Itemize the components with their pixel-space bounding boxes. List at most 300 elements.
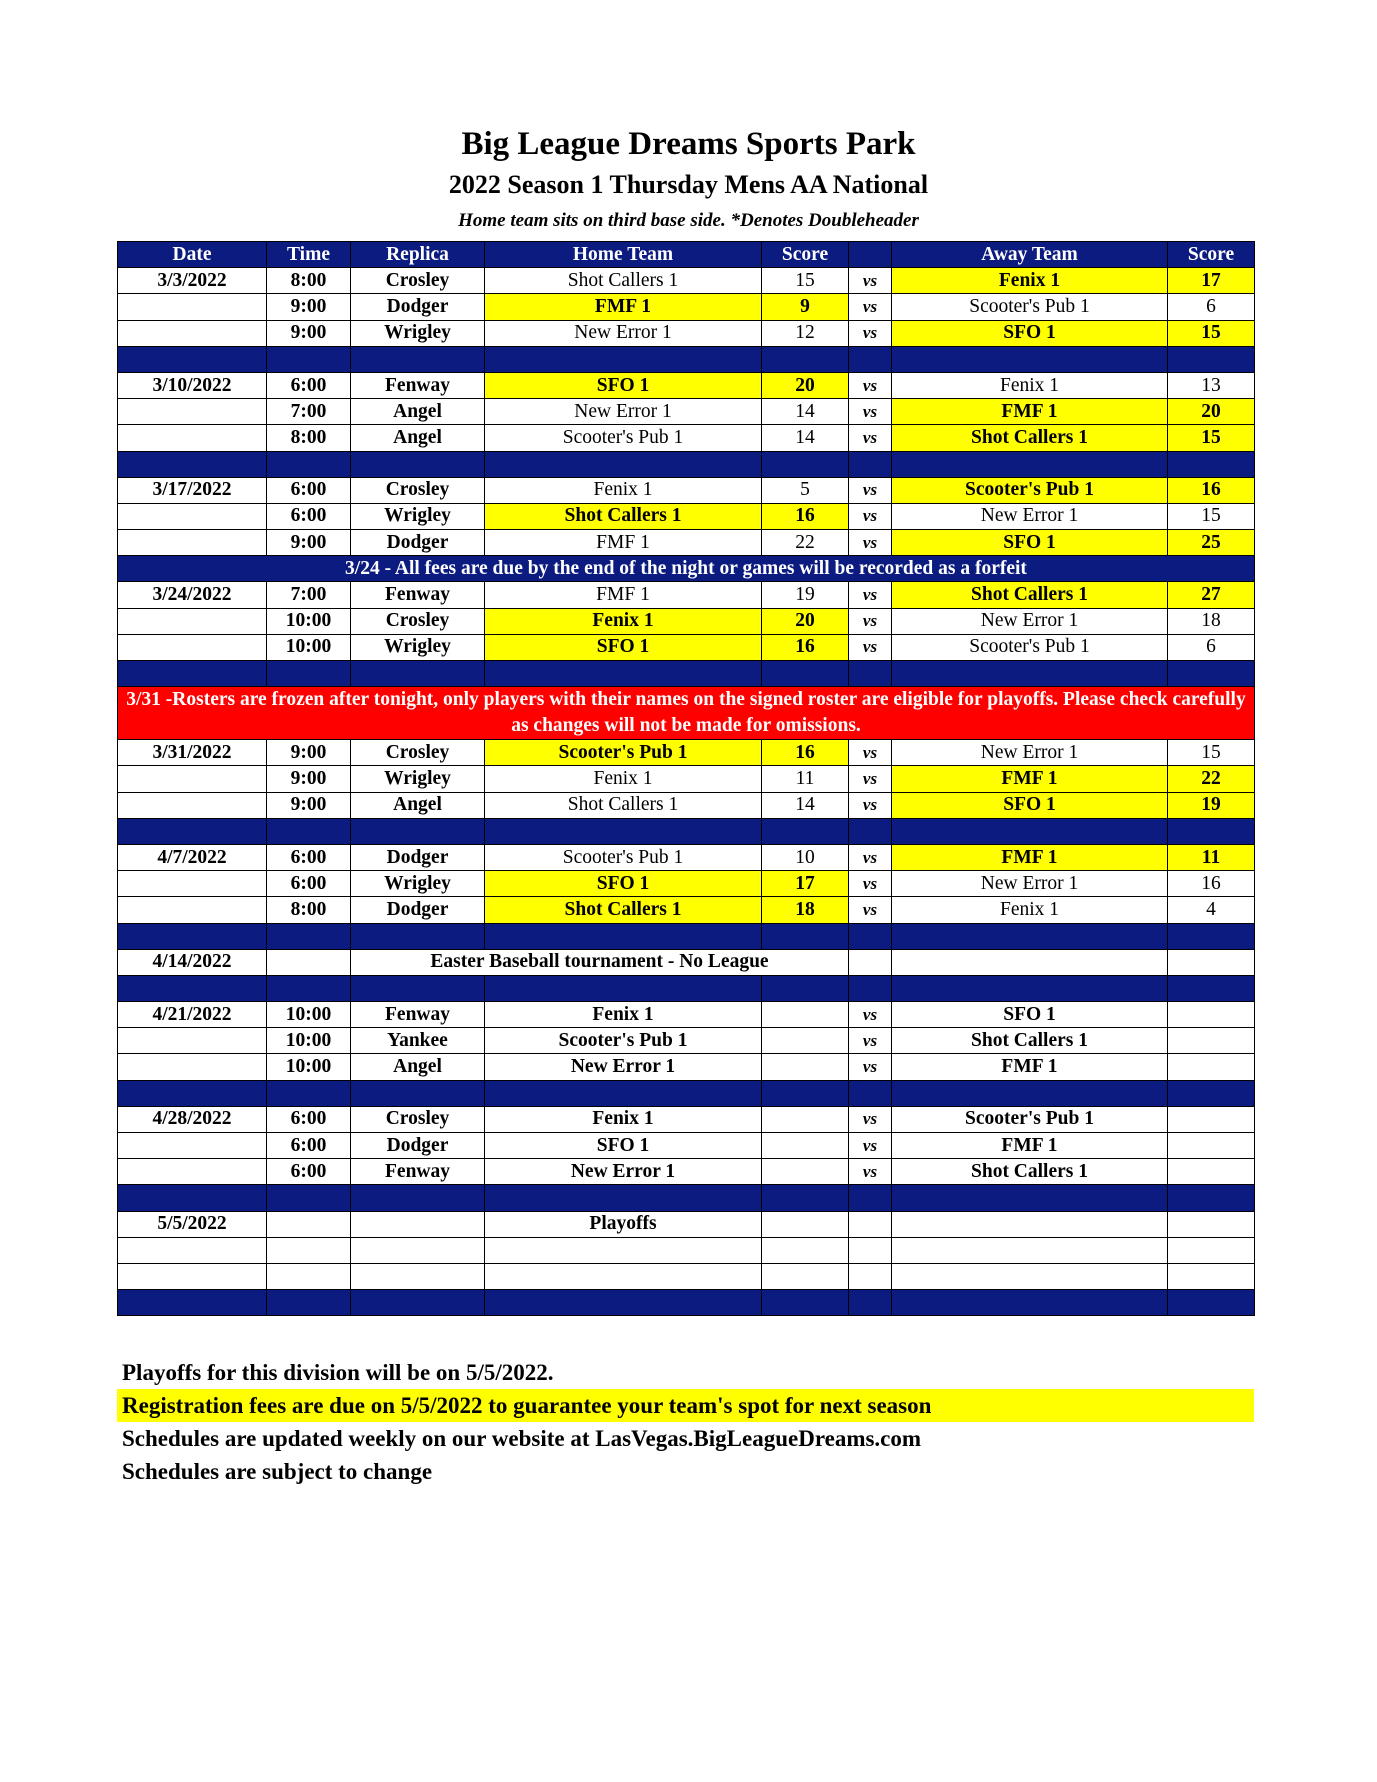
date-cell: [118, 399, 267, 425]
table-row: [118, 1133, 1255, 1159]
home-team-cell: New Error 1: [485, 399, 762, 425]
separator-cell: [849, 923, 892, 949]
alert-text: 3/31 -Rosters are frozen after tonight, only players with their names on the signed roster are eligible for playoffs. Please check carefully as changes will not be made for omissions.: [118, 687, 1255, 740]
away-score-cell: [1168, 1211, 1255, 1237]
home-team-cell: SFO 1: [485, 1133, 762, 1159]
separator-cell: [267, 346, 351, 372]
replica-cell: Wrigley: [351, 871, 485, 897]
home-score-cell: [762, 1028, 849, 1054]
vs-cell: [849, 1237, 892, 1263]
time-cell: 6:00: [267, 1106, 351, 1132]
away-team-cell: SFO 1: [892, 792, 1168, 818]
table-row: [118, 766, 1255, 792]
footer-playoffs-note: Playoffs for this division will be on 5/5/2022.: [122, 1360, 554, 1385]
date-cell: [118, 1028, 267, 1054]
time-cell: 8:00: [267, 425, 351, 451]
replica-cell: Fenway: [351, 1159, 485, 1185]
separator-cell: [1168, 346, 1255, 372]
separator-cell: [849, 818, 892, 844]
away-team-cell: New Error 1: [892, 608, 1168, 634]
replica-cell: Crosley: [351, 1106, 485, 1132]
vs-cell: vs: [849, 425, 892, 451]
home-team-cell: Fenix 1: [485, 1002, 762, 1028]
away-team-cell: [892, 1211, 1168, 1237]
separator-cell: [1168, 975, 1255, 1001]
page-subtitle: 2022 Season 1 Thursday Mens AA National: [448, 170, 929, 199]
table-row: [118, 399, 1255, 425]
separator-cell: [485, 1185, 762, 1211]
schedule-table: [117, 241, 1255, 1316]
replica-cell: Crosley: [351, 740, 485, 766]
home-score-cell: [762, 1159, 849, 1185]
page-title: Big League Dreams Sports Park: [461, 126, 916, 162]
separator-cell: [849, 975, 892, 1001]
separator-cell: [267, 975, 351, 1001]
away-score-cell: 22: [1168, 766, 1255, 792]
date-cell: [118, 425, 267, 451]
vs-cell: [849, 1211, 892, 1237]
home-score-cell: 10: [762, 844, 849, 870]
date-cell: 3/24/2022: [118, 582, 267, 608]
col-time-header: Time: [267, 242, 351, 268]
away-score-cell: 17: [1168, 268, 1255, 294]
date-cell: 4/21/2022: [118, 1002, 267, 1028]
away-team-cell: [892, 1237, 1168, 1263]
home-team-cell: Fenix 1: [485, 766, 762, 792]
home-team-cell: FMF 1: [485, 582, 762, 608]
home-score-cell: 14: [762, 399, 849, 425]
separator-cell: [118, 1080, 267, 1106]
away-team-cell: Scooter's Pub 1: [892, 294, 1168, 320]
separator-cell: [485, 451, 762, 477]
separator-cell: [351, 661, 485, 687]
date-cell: [118, 320, 267, 346]
home-team-cell: Shot Callers 1: [485, 503, 762, 529]
table-row: [118, 503, 1255, 529]
replica-cell: Fenway: [351, 372, 485, 398]
away-team-cell: New Error 1: [892, 871, 1168, 897]
separator-cell: [762, 1080, 849, 1106]
away-team-cell: Fenix 1: [892, 897, 1168, 923]
separator-cell: [267, 661, 351, 687]
table-row: [118, 294, 1255, 320]
home-score-cell: 16: [762, 634, 849, 660]
separator-cell: [118, 451, 267, 477]
home-score-cell: 18: [762, 897, 849, 923]
away-team-cell: [892, 1263, 1168, 1289]
home-team-cell: [485, 1263, 762, 1289]
vs-cell: vs: [849, 320, 892, 346]
vs-cell: vs: [849, 268, 892, 294]
table-row: [118, 582, 1255, 608]
away-score-cell: 15: [1168, 425, 1255, 451]
home-team-cell: Playoffs: [485, 1211, 762, 1237]
home-score-cell: [762, 1211, 849, 1237]
time-cell: 10:00: [267, 1028, 351, 1054]
away-team-cell: Scooter's Pub 1: [892, 634, 1168, 660]
home-team-cell: New Error 1: [485, 1054, 762, 1080]
col-home-team-header: Home Team: [485, 242, 762, 268]
vs-cell: vs: [849, 1106, 892, 1132]
separator-cell: [762, 923, 849, 949]
separator-cell: [762, 451, 849, 477]
separator-cell: [849, 661, 892, 687]
vs-cell: vs: [849, 844, 892, 870]
separator-cell: [485, 975, 762, 1001]
date-cell: 3/17/2022: [118, 477, 267, 503]
separator-cell: [267, 1290, 351, 1316]
time-cell: 6:00: [267, 1159, 351, 1185]
home-team-cell: SFO 1: [485, 372, 762, 398]
replica-cell: [351, 1237, 485, 1263]
separator-cell: [118, 1185, 267, 1211]
time-cell: 9:00: [267, 766, 351, 792]
separator-row: [118, 346, 1255, 372]
separator-row: [118, 975, 1255, 1001]
date-cell: [118, 1159, 267, 1185]
vs-cell: vs: [849, 792, 892, 818]
replica-cell: Dodger: [351, 1133, 485, 1159]
home-score-cell: [762, 1133, 849, 1159]
vs-cell: vs: [849, 1133, 892, 1159]
home-score-cell: 5: [762, 477, 849, 503]
vs-cell: vs: [849, 1028, 892, 1054]
vs-cell: vs: [849, 477, 892, 503]
separator-cell: [485, 346, 762, 372]
table-row: [118, 1159, 1255, 1185]
separator-cell: [118, 661, 267, 687]
date-cell: [118, 1237, 267, 1263]
replica-cell: Angel: [351, 425, 485, 451]
away-score-cell: 16: [1168, 871, 1255, 897]
separator-cell: [892, 451, 1168, 477]
time-cell: 9:00: [267, 740, 351, 766]
separator-row: [118, 661, 1255, 687]
away-score-cell: [1168, 1054, 1255, 1080]
separator-cell: [762, 1185, 849, 1211]
table-row: [118, 792, 1255, 818]
home-team-cell: Scooter's Pub 1: [485, 844, 762, 870]
vs-cell: vs: [849, 740, 892, 766]
home-score-cell: 15: [762, 268, 849, 294]
date-cell: 4/28/2022: [118, 1106, 267, 1132]
away-team-cell: Shot Callers 1: [892, 582, 1168, 608]
table-row: [118, 897, 1255, 923]
separator-cell: [849, 451, 892, 477]
separator-cell: [351, 1080, 485, 1106]
separator-cell: [351, 818, 485, 844]
away-score-cell: [1168, 1028, 1255, 1054]
separator-cell: [485, 923, 762, 949]
vs-cell: vs: [849, 1002, 892, 1028]
time-cell: 8:00: [267, 268, 351, 294]
away-team-cell: FMF 1: [892, 766, 1168, 792]
replica-cell: Angel: [351, 792, 485, 818]
home-score-cell: 12: [762, 320, 849, 346]
table-row: [118, 1237, 1255, 1263]
separator-cell: [267, 923, 351, 949]
vs-cell: vs: [849, 634, 892, 660]
table-row: [118, 740, 1255, 766]
footer-registration-note: Registration fees are due on 5/5/2022 to guarantee your team's spot for next season: [117, 1389, 1254, 1422]
away-score-cell: 18: [1168, 608, 1255, 634]
replica-cell: Fenway: [351, 1002, 485, 1028]
away-score-cell: 4: [1168, 897, 1255, 923]
schedule-body: [118, 268, 1255, 1316]
replica-cell: Dodger: [351, 897, 485, 923]
home-score-cell: 9: [762, 294, 849, 320]
away-team-cell: SFO 1: [892, 530, 1168, 556]
table-row: [118, 1002, 1255, 1028]
separator-cell: [1168, 923, 1255, 949]
away-team-cell: Fenix 1: [892, 372, 1168, 398]
date-cell: 3/10/2022: [118, 372, 267, 398]
date-cell: [118, 897, 267, 923]
home-team-cell: [485, 1237, 762, 1263]
home-team-cell: Scooter's Pub 1: [485, 740, 762, 766]
replica-cell: Yankee: [351, 1028, 485, 1054]
away-team-cell: FMF 1: [892, 1133, 1168, 1159]
away-team-cell: Shot Callers 1: [892, 1159, 1168, 1185]
home-team-cell: Fenix 1: [485, 608, 762, 634]
table-row: [118, 320, 1255, 346]
table-row: [118, 1211, 1255, 1237]
away-score-cell: 13: [1168, 372, 1255, 398]
replica-cell: [351, 1211, 485, 1237]
home-score-cell: [762, 1106, 849, 1132]
home-score-cell: [762, 1263, 849, 1289]
away-team-cell: SFO 1: [892, 1002, 1168, 1028]
separator-cell: [849, 1290, 892, 1316]
separator-cell: [118, 923, 267, 949]
vs-cell: [849, 1263, 892, 1289]
date-cell: 3/3/2022: [118, 268, 267, 294]
away-score-cell: 16: [1168, 477, 1255, 503]
away-score-cell: [1168, 1237, 1255, 1263]
separator-cell: [118, 346, 267, 372]
time-cell: [267, 1211, 351, 1237]
date-cell: [118, 1263, 267, 1289]
separator-cell: [1168, 818, 1255, 844]
time-cell: 6:00: [267, 1133, 351, 1159]
table-row: [118, 1054, 1255, 1080]
separator-row: [118, 1080, 1255, 1106]
away-score-cell: 6: [1168, 294, 1255, 320]
time-cell: 9:00: [267, 320, 351, 346]
home-team-cell: FMF 1: [485, 530, 762, 556]
home-score-cell: 20: [762, 608, 849, 634]
date-cell: 5/5/2022: [118, 1211, 267, 1237]
vs-cell: vs: [849, 582, 892, 608]
date-cell: 3/31/2022: [118, 740, 267, 766]
home-team-cell: Shot Callers 1: [485, 268, 762, 294]
time-cell: 6:00: [267, 503, 351, 529]
date-cell: [118, 1133, 267, 1159]
time-cell: [267, 949, 351, 975]
away-team-cell: FMF 1: [892, 399, 1168, 425]
vs-cell: vs: [849, 871, 892, 897]
separator-cell: [892, 1080, 1168, 1106]
separator-cell: [849, 1080, 892, 1106]
col-away-team-header: Away Team: [892, 242, 1168, 268]
date-cell: [118, 608, 267, 634]
vs-cell: vs: [849, 372, 892, 398]
table-row: [118, 844, 1255, 870]
separator-cell: [892, 1185, 1168, 1211]
time-cell: 8:00: [267, 897, 351, 923]
separator-cell: [1168, 661, 1255, 687]
away-score-cell: 27: [1168, 582, 1255, 608]
separator-cell: [485, 1290, 762, 1316]
home-team-cell: Shot Callers 1: [485, 792, 762, 818]
home-score-cell: [762, 1054, 849, 1080]
replica-cell: Wrigley: [351, 766, 485, 792]
time-cell: 6:00: [267, 477, 351, 503]
separator-cell: [892, 661, 1168, 687]
replica-cell: [351, 1263, 485, 1289]
away-score-cell: 6: [1168, 634, 1255, 660]
replica-cell: Angel: [351, 399, 485, 425]
away-team-cell: SFO 1: [892, 320, 1168, 346]
away-team-cell: Shot Callers 1: [892, 1028, 1168, 1054]
away-score-cell: 19: [1168, 792, 1255, 818]
separator-cell: [351, 923, 485, 949]
separator-row: [118, 818, 1255, 844]
separator-cell: [267, 1185, 351, 1211]
date-cell: [118, 530, 267, 556]
away-score-cell: [1168, 1159, 1255, 1185]
separator-cell: [485, 818, 762, 844]
away-score-cell: [1168, 1263, 1255, 1289]
separator-cell: [892, 346, 1168, 372]
replica-cell: Crosley: [351, 608, 485, 634]
away-score-cell: 25: [1168, 530, 1255, 556]
separator-row: [118, 923, 1255, 949]
home-score-cell: 16: [762, 503, 849, 529]
separator-row: [118, 1290, 1255, 1316]
time-cell: 9:00: [267, 294, 351, 320]
away-team-cell: Scooter's Pub 1: [892, 1106, 1168, 1132]
separator-cell: [1168, 451, 1255, 477]
replica-cell: Dodger: [351, 530, 485, 556]
separator-cell: [849, 1185, 892, 1211]
away-team-cell: Shot Callers 1: [892, 425, 1168, 451]
table-row: [118, 268, 1255, 294]
replica-cell: Fenway: [351, 582, 485, 608]
home-team-cell: New Error 1: [485, 1159, 762, 1185]
vs-cell: [849, 949, 892, 975]
table-row: [118, 372, 1255, 398]
time-cell: [267, 1263, 351, 1289]
replica-cell: Wrigley: [351, 320, 485, 346]
date-cell: 4/7/2022: [118, 844, 267, 870]
time-cell: 6:00: [267, 372, 351, 398]
table-row: [118, 530, 1255, 556]
separator-cell: [118, 1290, 267, 1316]
home-score-cell: 14: [762, 792, 849, 818]
away-score-cell: 20: [1168, 399, 1255, 425]
time-cell: 10:00: [267, 1002, 351, 1028]
home-team-cell: Scooter's Pub 1: [485, 425, 762, 451]
vs-cell: vs: [849, 1054, 892, 1080]
away-score-cell: [1168, 1133, 1255, 1159]
home-score-cell: 20: [762, 372, 849, 398]
table-row: [118, 871, 1255, 897]
separator-row: [118, 1185, 1255, 1211]
home-score-cell: 11: [762, 766, 849, 792]
col-away-score-header: Score: [1168, 242, 1255, 268]
home-team-cell: Fenix 1: [485, 1106, 762, 1132]
separator-cell: [267, 1080, 351, 1106]
date-cell: [118, 294, 267, 320]
home-score-cell: [762, 1002, 849, 1028]
home-score-cell: 16: [762, 740, 849, 766]
home-score-cell: 17: [762, 871, 849, 897]
time-cell: [267, 1237, 351, 1263]
page-note: Home team sits on third base side. *Denotes Doubleheader: [458, 210, 919, 231]
table-row: [118, 1263, 1255, 1289]
separator-cell: [892, 1290, 1168, 1316]
event-text: Easter Baseball tournament - No League: [351, 949, 849, 975]
header-row: [118, 242, 1255, 268]
notice-text: 3/24 - All fees are due by the end of the night or games will be recorded as a forfeit: [118, 556, 1255, 582]
home-team-cell: FMF 1: [485, 294, 762, 320]
date-cell: [118, 766, 267, 792]
time-cell: 9:00: [267, 792, 351, 818]
separator-cell: [118, 818, 267, 844]
separator-cell: [762, 1290, 849, 1316]
separator-cell: [351, 1185, 485, 1211]
away-team-cell: FMF 1: [892, 844, 1168, 870]
footer-website-note: Schedules are updated weekly on our website at LasVegas.BigLeagueDreams.com: [122, 1426, 922, 1451]
separator-cell: [762, 818, 849, 844]
date-cell: [118, 871, 267, 897]
replica-cell: Crosley: [351, 268, 485, 294]
home-team-cell: Fenix 1: [485, 477, 762, 503]
home-team-cell: SFO 1: [485, 634, 762, 660]
separator-cell: [1168, 1080, 1255, 1106]
separator-cell: [849, 346, 892, 372]
vs-cell: vs: [849, 294, 892, 320]
date-cell: [118, 503, 267, 529]
vs-cell: vs: [849, 1159, 892, 1185]
col-date-header: Date: [118, 242, 267, 268]
away-score-cell: 11: [1168, 844, 1255, 870]
vs-cell: vs: [849, 766, 892, 792]
alert-row: [118, 687, 1255, 740]
replica-cell: Angel: [351, 1054, 485, 1080]
separator-cell: [762, 975, 849, 1001]
time-cell: 10:00: [267, 608, 351, 634]
replica-cell: Wrigley: [351, 634, 485, 660]
away-score-cell: [1168, 949, 1255, 975]
home-score-cell: 22: [762, 530, 849, 556]
home-team-cell: SFO 1: [485, 871, 762, 897]
separator-cell: [267, 818, 351, 844]
separator-cell: [892, 975, 1168, 1001]
table-row: [118, 608, 1255, 634]
table-row: [118, 477, 1255, 503]
home-score-cell: 14: [762, 425, 849, 451]
away-score-cell: 15: [1168, 320, 1255, 346]
col-home-score-header: Score: [762, 242, 849, 268]
separator-cell: [762, 346, 849, 372]
replica-cell: Wrigley: [351, 503, 485, 529]
vs-cell: vs: [849, 399, 892, 425]
away-team-cell: FMF 1: [892, 1054, 1168, 1080]
replica-cell: Dodger: [351, 294, 485, 320]
separator-cell: [1168, 1185, 1255, 1211]
